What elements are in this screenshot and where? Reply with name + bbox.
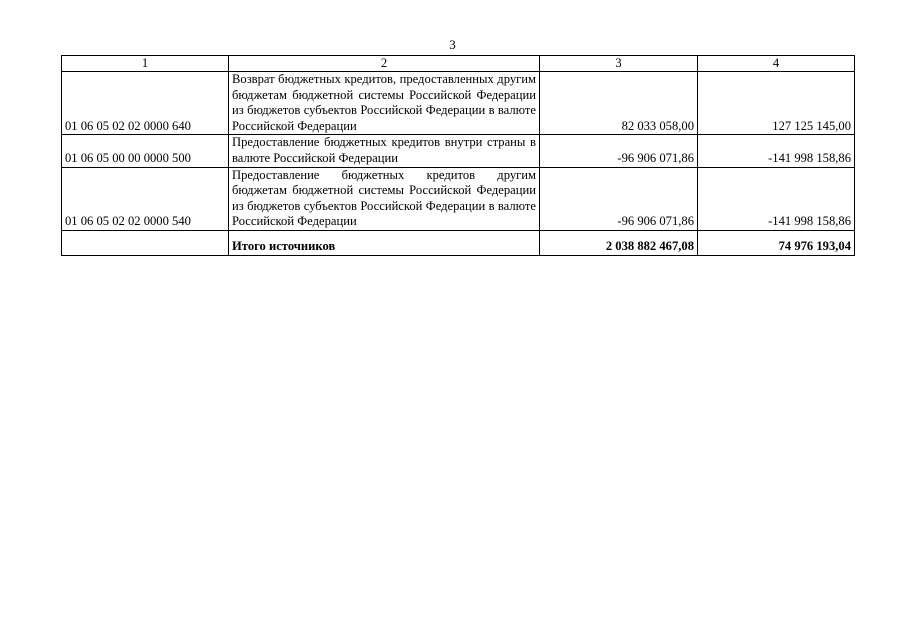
- amount-col3-cell: 82 033 058,00: [540, 72, 698, 135]
- amount-col4-cell: -141 998 158,86: [698, 167, 855, 230]
- column-header-2: 2: [229, 56, 540, 72]
- page-number: 3: [449, 37, 456, 52]
- description-cell: Возврат бюджетных кредитов, предоставленных другим бюджетам бюджетной системы Российской Федерации из бюджетов субъектов Российской Федерации в валюте Российской Федерации: [229, 72, 540, 135]
- budget-code-cell: 01 06 05 02 02 0000 640: [62, 72, 229, 135]
- total-row: [62, 230, 855, 255]
- budget-sources-table: [61, 55, 855, 256]
- budget-code-cell: 01 06 05 02 02 0000 540: [62, 167, 229, 230]
- amount-col3-cell: -96 906 071,86: [540, 167, 698, 230]
- table-header-row: [62, 56, 855, 72]
- table-row: [62, 167, 855, 230]
- description-cell: Предоставление бюджетных кредитов другим бюджетам бюджетной системы Российской Федерации из бюджетов субъектов Российской Федерации в валюте Российской Федерации: [229, 167, 540, 230]
- amount-col3-cell: -96 906 071,86: [540, 135, 698, 167]
- total-col3-cell: 2 038 882 467,08: [540, 230, 698, 255]
- total-label: Итого источников: [229, 230, 540, 255]
- column-header-4: 4: [698, 56, 855, 72]
- amount-col4-cell: 127 125 145,00: [698, 72, 855, 135]
- table-row: [62, 72, 855, 135]
- table-row: [62, 135, 855, 167]
- amount-col4-cell: -141 998 158,86: [698, 135, 855, 167]
- total-code-cell: [62, 230, 229, 255]
- description-cell: Предоставление бюджетных кредитов внутри страны в валюте Российской Федерации: [229, 135, 540, 167]
- total-col4-cell: 74 976 193,04: [698, 230, 855, 255]
- column-header-3: 3: [540, 56, 698, 72]
- column-header-1: 1: [62, 56, 229, 72]
- budget-code-cell: 01 06 05 00 00 0000 500: [62, 135, 229, 167]
